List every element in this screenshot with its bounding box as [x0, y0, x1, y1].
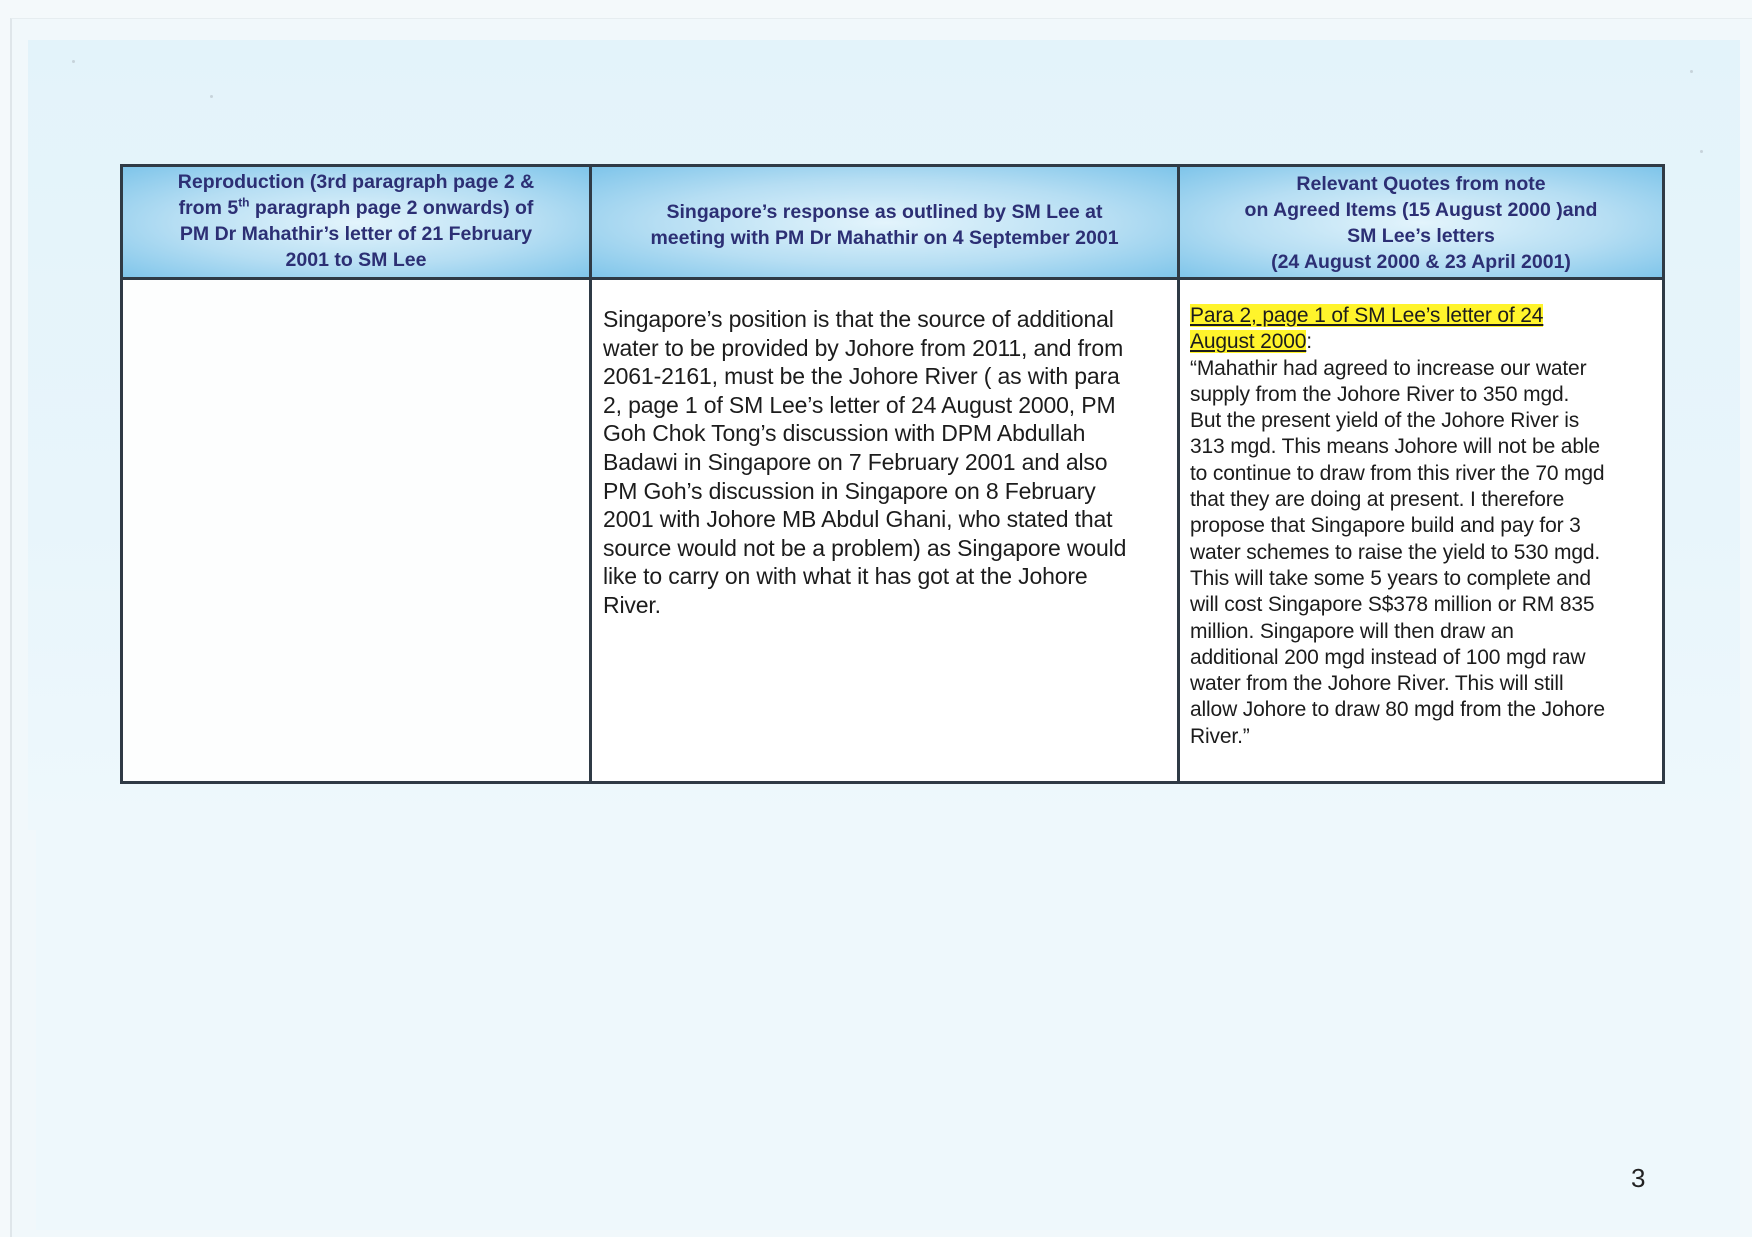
- quote-line: River.”: [1190, 724, 1250, 748]
- header-text-line: (24 August 2000 & 23 April 2001): [1271, 251, 1571, 273]
- header-text-line: on Agreed Items (15 August 2000 )and: [1244, 199, 1598, 221]
- header-text-line: SM Lee’s letters: [1347, 225, 1495, 247]
- response-line: source would not be a problem) as Singapore would: [603, 534, 1127, 561]
- quote-line: But the present yield of the Johore River is: [1190, 409, 1580, 433]
- quote-reference-line: [1190, 329, 1654, 355]
- header-text-line: PM Dr Mahathir’s letter of 21 February: [179, 223, 533, 245]
- header-reproduction: [122, 166, 591, 279]
- quote-line: This will take some 5 years to complete and: [1190, 566, 1591, 590]
- response-line: Badawi in Singapore on 7 February 2001 and also: [603, 448, 1108, 475]
- quotes-block: [1180, 280, 1662, 750]
- quote-line: million. Singapore will then draw an: [1190, 619, 1514, 643]
- scan-speck: [72, 60, 75, 63]
- quote-reference: [1190, 303, 1654, 356]
- header-text-line: [141, 195, 571, 221]
- quote-line: to continue to draw from this river the 70 mgd: [1190, 461, 1605, 485]
- response-text: [592, 280, 1177, 620]
- response-line: River.: [603, 591, 661, 618]
- response-cell: [591, 279, 1179, 783]
- quote-line: additional 200 mgd instead of 100 mgd raw: [1190, 645, 1586, 669]
- response-line: 2, page 1 of SM Lee’s letter of 24 August 2000, PM: [603, 391, 1116, 418]
- header-superscript: th: [238, 195, 250, 210]
- quote-line: water schemes to raise the yield to 530 mgd.: [1190, 540, 1601, 564]
- header-text-fragment: paragraph page 2 onwards) of: [249, 197, 534, 219]
- quote-line: water from the Johore River. This will still: [1190, 672, 1564, 696]
- quote-line: allow Johore to draw 80 mgd from the Johore: [1190, 698, 1605, 722]
- scan-speck: [1690, 70, 1693, 73]
- response-line: Singapore’s position is that the source of additional: [603, 306, 1114, 332]
- header-text-line: meeting with PM Dr Mahathir on 4 September 2001: [650, 227, 1119, 249]
- highlighted-reference: August 2000: [1190, 330, 1307, 354]
- response-line: Goh Chok Tong’s discussion with DPM Abdullah: [603, 420, 1086, 447]
- quote-line: supply from the Johore River to 350 mgd.: [1190, 382, 1570, 406]
- quote-line: 313 mgd. This means Johore will not be able: [1190, 435, 1600, 459]
- header-relevant-quotes: [1179, 166, 1664, 279]
- page-number: 3: [1631, 1163, 1646, 1193]
- quote-line: that they are doing at present. I therefore: [1190, 488, 1565, 512]
- quote-body: [1190, 356, 1654, 750]
- response-line: 2061-2161, must be the Johore River ( as with para: [603, 363, 1120, 390]
- quote-line: propose that Singapore build and pay for 3: [1190, 514, 1581, 538]
- quotes-cell: [1179, 279, 1664, 783]
- scan-speck: [1700, 150, 1703, 153]
- quote-line: “Mahathir had agreed to increase our water: [1190, 356, 1587, 380]
- quote-line: will cost Singapore S$378 million or RM 835: [1190, 593, 1595, 617]
- header-text-line: 2001 to SM Lee: [285, 249, 427, 271]
- table-row: [122, 279, 1664, 783]
- scan-tint-lower: [36, 830, 1740, 1230]
- response-line: 2001 with Johore MB Abdul Ghani, who stated that: [603, 506, 1113, 533]
- response-line: water to be provided by Johore from 2011, and from: [603, 334, 1124, 361]
- header-text-line: Relevant Quotes from note: [1296, 173, 1546, 195]
- reproduction-cell: [122, 279, 591, 783]
- highlighted-reference: Para 2, page 1 of SM Lee’s letter of 24: [1190, 304, 1544, 327]
- header-text-fragment: from 5: [178, 197, 239, 219]
- header-text-line: Reproduction (3rd paragraph page 2 &: [177, 171, 535, 193]
- reference-colon: :: [1306, 330, 1312, 354]
- header-text-line: Singapore’s response as outlined by SM Lee at: [666, 201, 1103, 223]
- response-line: like to carry on with what it has got at the Johore: [603, 563, 1088, 590]
- quote-reference-line: [1190, 303, 1654, 329]
- header-singapore-response: [591, 166, 1179, 279]
- table-header-row: [122, 166, 1664, 279]
- comparison-table: [120, 164, 1665, 784]
- scan-speck: [210, 95, 213, 98]
- response-line: PM Goh’s discussion in Singapore on 8 February: [603, 477, 1096, 504]
